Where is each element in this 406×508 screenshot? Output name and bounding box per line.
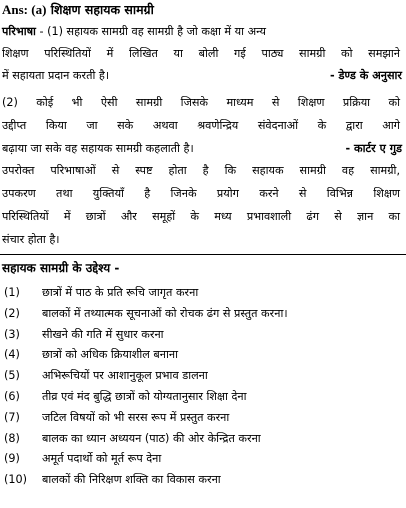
section-divider: [0, 254, 406, 255]
list-item: [2, 345, 402, 366]
list-item-text: तीव्र एवं मंद बुद्धि छात्रों को योग्यतानुसार शिक्षा देना: [42, 389, 247, 403]
source-attribution-1: - डेण्ड के अनुसार: [330, 69, 402, 82]
objectives-list: [2, 283, 402, 491]
list-item-number: (1): [4, 286, 20, 299]
objectives-title: सहायक सामग्री के उद्देश्य -: [2, 261, 120, 275]
list-item: [2, 429, 402, 450]
list-item-number: (4): [4, 348, 20, 362]
summary-line-2: उपकरण तथा युक्तियाँ है जिनके प्रयोग करने से विभिन्न शिक्षण: [2, 187, 400, 200]
list-item: [2, 449, 402, 470]
summary-line-4: संचार होता है।: [2, 233, 60, 246]
list-item-text: बालक का ध्यान अध्ययन (पाठ) की ओर केन्द्रित करना: [42, 431, 261, 445]
list-item: [2, 408, 402, 429]
definition-line-1: [2, 21, 400, 43]
list-item-text: बालकों की निरिक्षण शक्ति का विकास करना: [42, 473, 221, 487]
list-item-number: (5): [4, 369, 20, 383]
definition-line-2: शिक्षण परिस्थितियों में लिखित या बोली गई पाठ्य सामग्री को समझाने: [2, 47, 400, 60]
answer-title: शिक्षण सहायक सामग्री: [50, 2, 154, 17]
list-item: [2, 283, 402, 304]
list-item-text: अमूर्त पदार्थो को मूर्त रूप देना: [42, 452, 162, 466]
summary-line-3: परिस्थितियों में छात्रों और समूहों के मध्य प्रभावशाली ढंग से ज्ञान का: [2, 210, 400, 223]
list-item-number: (2): [4, 306, 20, 320]
summary-line-1: उपरोक्त परिभाषाओं से स्पष्ट होता है कि सहायक सामग्री वह सामग्री,: [2, 164, 400, 177]
definition-text-3: में सहायता प्रदान करती है।: [2, 69, 110, 82]
list-item-number: (6): [4, 389, 20, 403]
definition-label: परिभाषा: [2, 25, 36, 38]
list-item-text: अभिरूचियों पर आशानुकूल प्रभाव डालना: [42, 369, 208, 383]
definition-text-1: - (1) सहायक सामग्री वह सामग्री है जो कक्षा में या अन्य: [35, 25, 266, 38]
list-item: [2, 387, 402, 408]
list-item: [2, 366, 402, 387]
list-item-text: छात्रों को अधिक क्रियाशील बनाना: [42, 348, 179, 362]
list-item: [2, 304, 402, 325]
definition-line-4: (2) कोई भी ऐसी सामग्री जिसके माध्यम से शिक्षण प्रक्रिया को: [2, 96, 400, 109]
list-item-number: (7): [4, 410, 20, 424]
list-item: [2, 325, 402, 346]
source-attribution-2: - कार्टर ए गुड: [345, 142, 402, 155]
list-item-text: छात्रों में पाठ के प्रति रूचि जागृत करना: [42, 286, 199, 299]
list-item-text: जटिल विषयों को भी सरस रूप में प्रस्तुत करना: [42, 410, 230, 424]
list-item-number: (8): [4, 431, 20, 445]
list-item-number: (9): [4, 452, 20, 466]
answer-prefix: Ans: (a): [2, 2, 47, 17]
list-item-number: (10): [4, 473, 27, 487]
definition-text-6: बढ़ाया जा सके वह सहायक सामग्री कहलाती है।: [2, 142, 194, 155]
list-item-text: सीखने की गति में सुधार करना: [42, 327, 164, 341]
list-item-text: बालकों में तथ्यात्मक सूचनाओं को रोचक ढंग से प्रस्तुत करना।: [42, 306, 288, 320]
definition-line-6: [2, 138, 400, 160]
list-item-number: (3): [4, 327, 20, 341]
answer-heading: [2, 1, 154, 18]
definition-line-5: उद्दीप्त किया जा सके अथवा श्रवणेन्द्रिय संवेदनाओं के द्वारा आगे: [2, 119, 400, 132]
list-item: [2, 470, 402, 491]
